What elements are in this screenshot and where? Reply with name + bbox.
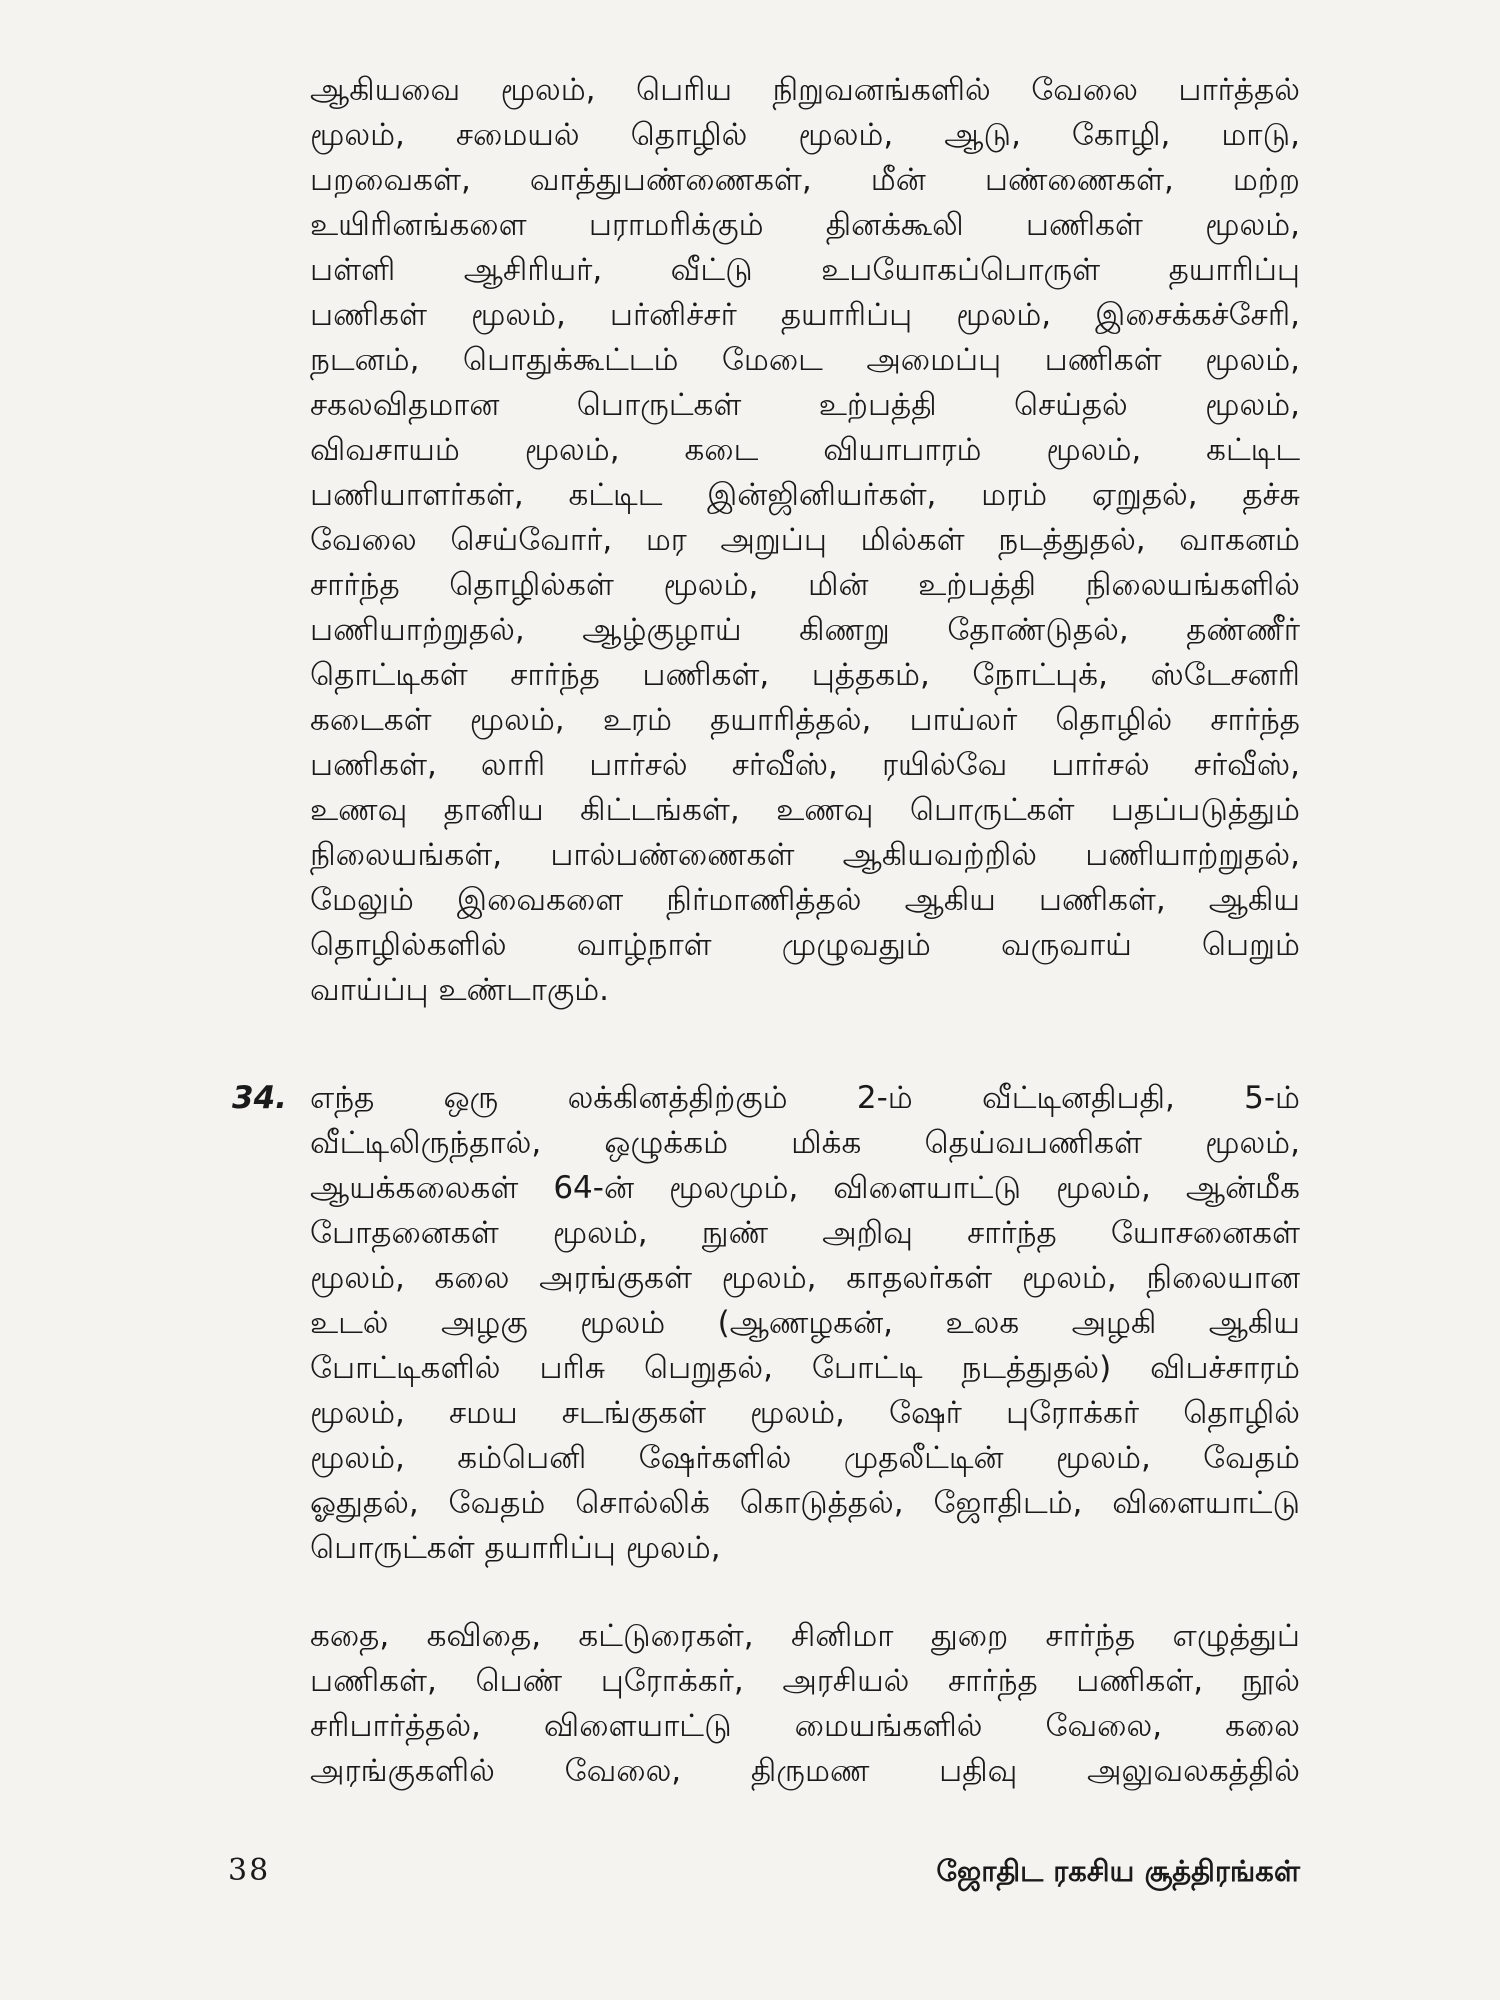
text-line: மூலம், சமய சடங்குகள் மூலம், ஷேர் புரோக்கர் தொழில்: [310, 1395, 1300, 1431]
text-line: நடனம், பொதுக்கூட்டம் மேடை அமைப்பு பணிகள் மூலம்,: [310, 342, 1300, 378]
text-line: உடல் அழகு மூலம் (ஆணழகன், உலக அழகி ஆகிய: [310, 1305, 1300, 1341]
text-line: ஆகியவை மூலம், பெரிய நிறுவனங்களில் வேலை பார்த்தல்: [310, 72, 1300, 108]
text-line: பணிகள், லாரி பார்சல் சர்வீஸ், ரயில்வே பார்சல் சர்வீஸ்,: [310, 747, 1300, 783]
text-line: சகலவிதமான பொருட்கள் உற்பத்தி செய்தல் மூலம்,: [310, 387, 1300, 423]
text-line: பணியாளர்கள், கட்டிட இன்ஜினியர்கள், மரம் ஏறுதல், தச்சு: [310, 477, 1300, 513]
text-line: விவசாயம் மூலம், கடை வியாபாரம் மூலம், கட்டிட: [310, 432, 1300, 468]
text-line: உணவு தானிய கிட்டங்கள், உணவு பொருட்கள் பதப்படுத்தும்: [310, 792, 1300, 828]
text-line: போதனைகள் மூலம், நுண் அறிவு சார்ந்த யோசனைகள்: [310, 1215, 1300, 1251]
text-line: எந்த ஒரு லக்கினத்திற்கும் 2-ம் வீட்டினதிபதி, 5-ம்: [310, 1080, 1300, 1116]
text-line: பள்ளி ஆசிரியர், வீட்டு உபயோகப்பொருள் தயாரிப்பு: [310, 252, 1300, 288]
paragraph-continuation: [310, 68, 1300, 1013]
text-line: பணியாற்றுதல், ஆழ்குழாய் கிணறு தோண்டுதல், தண்ணீர்: [310, 612, 1300, 648]
text-line: கடைகள் மூலம், உரம் தயாரித்தல், பாய்லர் தொழில் சார்ந்த: [310, 702, 1300, 738]
text-line: ஆயக்கலைகள் 64-ன் மூலமும், விளையாட்டு மூலம், ஆன்மீக: [310, 1170, 1300, 1206]
numbered-item-34: [310, 1076, 1300, 1571]
page-footer: [0, 1848, 1500, 1896]
text-line: தொட்டிகள் சார்ந்த பணிகள், புத்தகம், நோட்புக், ஸ்டேசனரி: [310, 657, 1300, 693]
page-number: 38: [228, 1853, 271, 1888]
text-line: பொருட்கள் தயாரிப்பு மூலம்,: [310, 1530, 721, 1566]
text-line: அரங்குகளில் வேலை, திருமண பதிவு அலுவலகத்தில்: [310, 1753, 1300, 1789]
text-line: நிலையங்கள், பால்பண்ணைகள் ஆகியவற்றில் பணியாற்றுதல்,: [310, 837, 1300, 873]
text-line: மேலும் இவைகளை நிர்மாணித்தல் ஆகிய பணிகள், ஆகிய: [310, 882, 1300, 918]
text-line: பறவைகள், வாத்துபண்ணைகள், மீன் பண்ணைகள், மற்ற: [310, 162, 1300, 198]
text-line: போட்டிகளில் பரிசு பெறுதல், போட்டி நடத்துதல்) விபச்சாரம்: [310, 1350, 1300, 1386]
text-line: சரிபார்த்தல், விளையாட்டு மையங்களில் வேலை, கலை: [310, 1708, 1300, 1744]
text-line: மூலம், கலை அரங்குகள் மூலம், காதலர்கள் மூலம், நிலையான: [310, 1260, 1300, 1296]
running-book-title: ஜோதிட ரகசிய சூத்திரங்கள்: [936, 1854, 1300, 1888]
text-line: சார்ந்த தொழில்கள் மூலம், மின் உற்பத்தி நிலையங்களில்: [310, 567, 1300, 603]
text-line: உயிரினங்களை பராமரிக்கும் தினக்கூலி பணிகள் மூலம்,: [310, 207, 1300, 243]
paragraph-continued: [310, 1614, 1300, 1794]
text-line: வாய்ப்பு உண்டாகும்.: [310, 972, 610, 1008]
text-line: மூலம், கம்பெனி ஷேர்களில் முதலீட்டின் மூலம், வேதம்: [310, 1440, 1300, 1476]
text-line: மூலம், சமையல் தொழில் மூலம், ஆடு, கோழி, மாடு,: [310, 117, 1300, 153]
text-line: கதை, கவிதை, கட்டுரைகள், சினிமா துறை சார்ந்த எழுத்துப்: [310, 1618, 1300, 1654]
text-line: ஓதுதல், வேதம் சொல்லிக் கொடுத்தல், ஜோதிடம், விளையாட்டு: [310, 1485, 1300, 1521]
text-line: பணிகள் மூலம், பர்னிச்சர் தயாரிப்பு மூலம், இசைக்கச்சேரி,: [310, 297, 1300, 333]
item-number: 34.: [232, 1080, 287, 1116]
text-line: வீட்டிலிருந்தால், ஒழுக்கம் மிக்க தெய்வபணிகள் மூலம்,: [310, 1125, 1300, 1161]
text-line: பணிகள், பெண் புரோக்கர், அரசியல் சார்ந்த பணிகள், நூல்: [310, 1663, 1300, 1699]
text-line: வேலை செய்வோர், மர அறுப்பு மில்கள் நடத்துதல், வாகனம்: [310, 522, 1300, 558]
text-line: தொழில்களில் வாழ்நாள் முழுவதும் வருவாய் பெறும்: [310, 927, 1300, 963]
